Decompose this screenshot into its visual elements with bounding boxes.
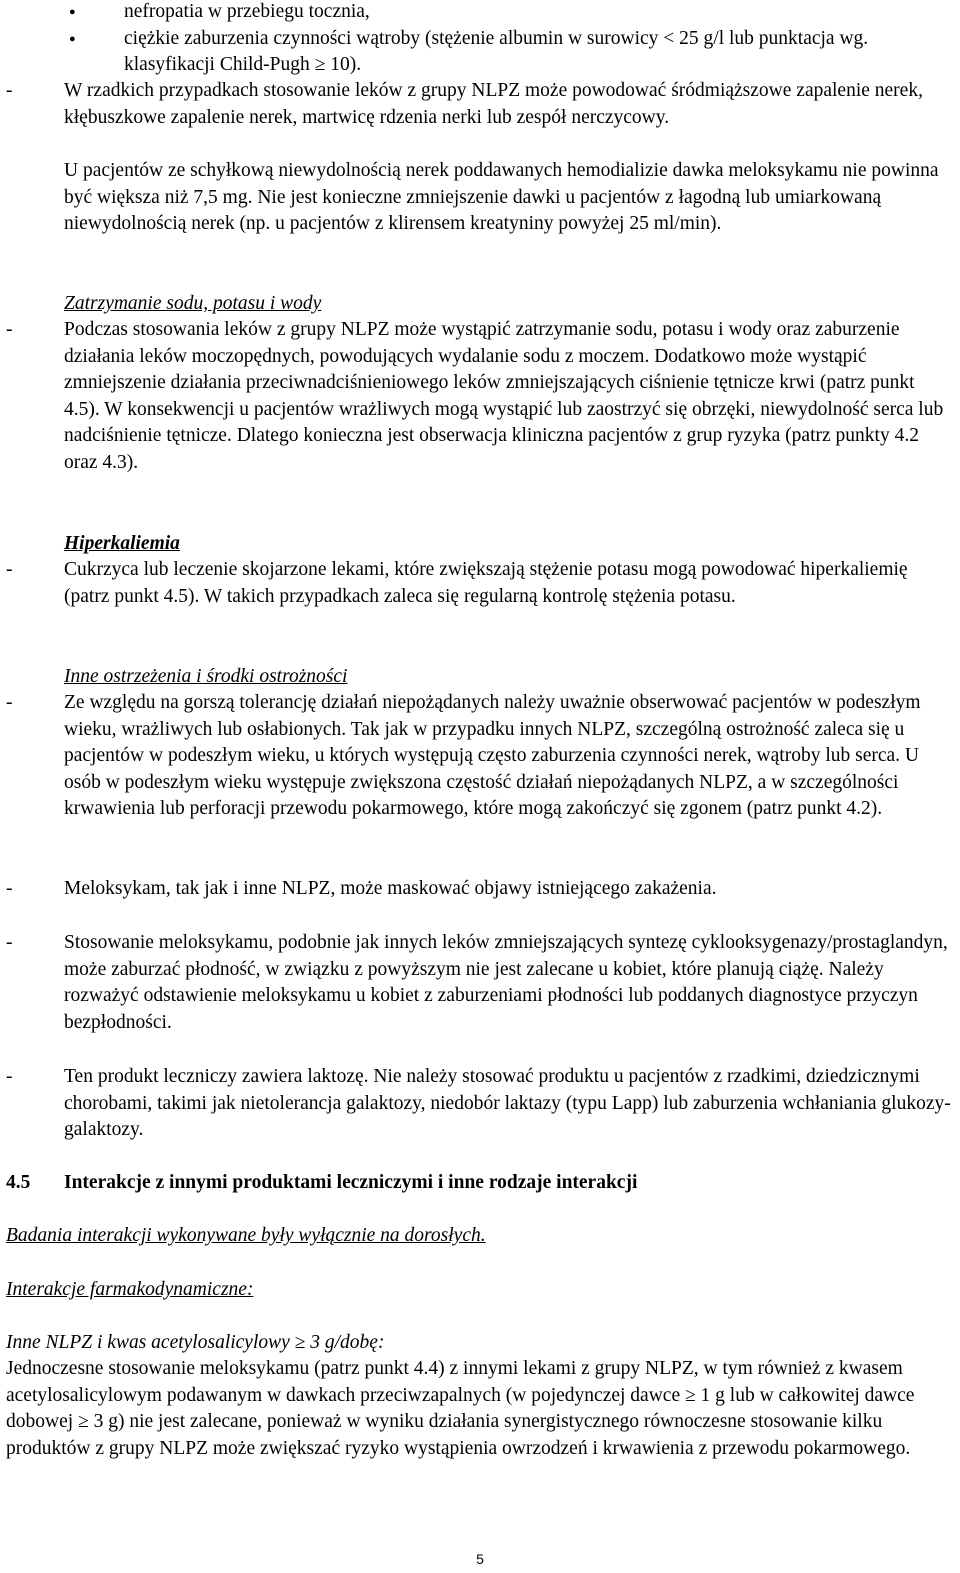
dash-marker: - <box>6 1066 13 1087</box>
dash-marker: - <box>6 559 13 580</box>
fertility-text: Stosowanie meloksykamu, podobnie jak innych leków zmniejszających syntezę cyklooksygenazy/prostaglandyn, może zaburzać płodność, w związku z powyższym nie jest zalecane u kobiet, które planują ciążę. Należy rozważyć odstawienie meloksykamu u kobiet z zaburzeniami płodności lub poddanych diagnostyce przyczyn bezpłodności. <box>64 932 948 1033</box>
bullet-item: ● ciężkie zaburzenia czynności wątroby (stężenie albumin w surowicy < 25 g/l lub punktacja wg. klasyfikacji Child-Pugh ≥ 10). <box>64 26 944 79</box>
infection-text: Meloksykam, tak jak i inne NLPZ, może maskować objawy istniejącego zakażenia. <box>64 878 717 899</box>
nsaid-paragraph: Jednoczesne stosowanie meloksykamu (patrz punkt 4.4) z innymi lekami z grupy NLPZ, w tym również z kwasem acetylosalicylowym podawanym w dawkach przeciwzapalnych (w pojedynczej dawce ≥ 1 g lub w całkowitej dawce dobowej ≥ 3 g) nie jest zalecane, ponieważ w wyniku działania synergistycznego równoczesne stosowanie kilku produktów z grupy NLPZ może zwiększać ryzyko wystąpienia owrzodzeń i krwawienia z przewodu pokarmowego. <box>6 1358 915 1459</box>
dash-marker: - <box>6 692 13 713</box>
contraindication-bullet-list <box>64 0 944 79</box>
section-number: 4.5 <box>6 1172 31 1193</box>
dash-item-elderly <box>6 690 951 823</box>
dash-marker: - <box>6 80 13 101</box>
dash-item-infection <box>6 876 951 903</box>
adults-note: Badania interakcji wykonywane były wyłącznie na dorosłych. <box>6 1225 486 1246</box>
dash-item-renal <box>6 78 951 131</box>
bullet-item: ● nefropatia w przebiegu tocznia, <box>64 0 944 26</box>
dash-item-lactose <box>6 1064 951 1144</box>
lactose-text: Ten produkt leczniczy zawiera laktozę. Nie należy stosować produktu u pacjentów z rzadkimi, dziedzicznymi chorobami, takimi jak nietolerancja galaktozy, niedobór laktazy (typu Lapp) lub zaburzenia wchłaniania glukozy-galaktozy. <box>64 1066 951 1140</box>
page-number: 5 <box>476 1551 484 1567</box>
other-warnings-heading: Inne ostrzeżenia i środki ostrożności <box>64 666 348 687</box>
dash-item-hyperkalemia <box>6 557 951 610</box>
dash-marker: - <box>6 319 13 340</box>
hyperkalemia-heading: Hiperkaliemia <box>64 533 180 554</box>
elderly-text: Ze względu na gorszą tolerancję działań niepożądanych należy uważnie obserwować pacjentów w podeszłym wieku, wrażliwych lub osłabionych. Tak jak w przypadku innych NLPZ, szczególną ostrożność zaleca się u pacjentów w podeszłym wieku, u których występują często zaburzenia czynności nerek, wątroby lub serca. U osób w podeszłym wieku występuje zwiększona częstość działań niepożądanych NLPZ, a w szczególności krwawienia lub perforacji przewodu pokarmowego, które mogą zakończyć się zgonem (patrz punkt 4.2). <box>64 692 921 819</box>
hyperkalemia-text: Cukrzyca lub leczenie skojarzone lekami, które zwiększają stężenie potasu mogą powodować hiperkaliemię (patrz punkt 4.5). W takich przypadkach zaleca się regularną kontrolę stężenia potasu. <box>64 559 908 607</box>
section-title: Interakcje z innymi produktami leczniczymi i inne rodzaje interakcji <box>64 1172 638 1193</box>
sodium-heading: Zatrzymanie sodu, potasu i wody <box>64 293 322 314</box>
dash-marker: - <box>6 932 13 953</box>
dialysis-paragraph: U pacjentów ze schyłkową niewydolnością nerek poddawanych hemodializie dawka meloksykamu nie powinna być większa niż 7,5 mg. Nie jest konieczne zmniejszenie dawki u pacjentów z łagodną lub umiarkowaną niewydolnością nerek (np. u pacjentów z klirensem kreatyniny powyżej 25 ml/min). <box>64 160 939 234</box>
dash-marker: - <box>6 878 13 899</box>
pharmacodynamic-heading: Interakcje farmakodynamiczne: <box>6 1279 254 1300</box>
section-4-5-heading <box>6 1170 946 1197</box>
sodium-text: Podczas stosowania leków z grupy NLPZ może wystąpić zatrzymanie sodu, potasu i wody oraz zaburzenie działania leków moczopędnych, powodujących wydalanie sodu z moczem. Dodatkowo może wystąpić zmniejszenie działania przeciwnadciśnieniowego leków zmniejszających ciśnienie tętnicze krwi (patrz punkt 4.5). W konsekwencji u pacjentów wrażliwych mogą wystąpić lub zaostrzyć się obrzęki, niewydolność serca lub nadciśnienie tętnicze. Dlatego konieczna jest obserwacja kliniczna pacjentów z grup ryzyka (patrz punkty 4.2 oraz 4.3). <box>64 319 944 473</box>
nsaid-heading: Inne NLPZ i kwas acetylosalicylowy ≥ 3 g/dobę: <box>6 1332 385 1353</box>
dash-item-sodium <box>6 317 951 476</box>
renal-rare-text: W rzadkich przypadkach stosowanie leków z grupy NLPZ może powodować śródmiąższowe zapalenie nerek, kłębuszkowe zapalenie nerek, martwicę rdzenia nerki lub zespół nerczycowy. <box>64 80 923 128</box>
dash-item-fertility <box>6 930 951 1036</box>
